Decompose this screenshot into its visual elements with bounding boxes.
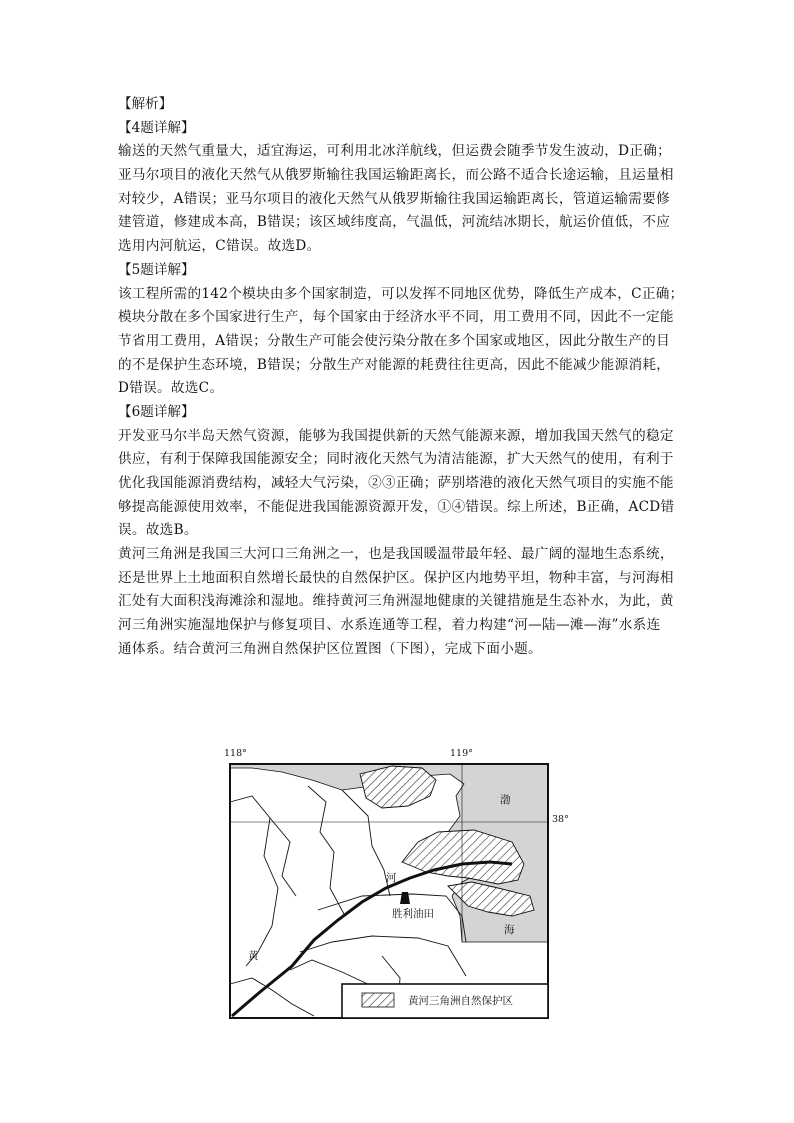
- q6-line: 优化我国能源消费结构，减轻大气污染，②③正确；萨别塔港的液化天然气项目的实施不能: [118, 475, 674, 491]
- legend-swatch: [362, 993, 394, 1007]
- q6-line: 开发亚马尔半岛天然气资源，能够为我国提供新的天然气能源来源，增加我国天然气的稳定: [118, 427, 674, 444]
- boundary-line: [230, 796, 278, 966]
- intro-line: 黄河三角洲是我国三大河口三角洲之一，也是我国暖温带最年轻、最广阔的湿地生态系统，: [118, 546, 674, 563]
- intro-line: 河三角洲实施湿地保护与修复项目、水系连通等工程，着力构建“河—陆—滩—海”水系连: [118, 617, 661, 634]
- oilfield-label: 胜利油田: [392, 908, 434, 920]
- sea-label-hai: 海: [504, 924, 515, 936]
- q6-line: 够提高能源使用效率，不能促进我国能源资源开发，①④错误。综上所述，B正确，ACD错: [118, 498, 675, 515]
- river-label-huang: 黄: [248, 950, 259, 962]
- q6-line: 供应，有利于保障我国能源安全；同时液化天然气为清洁能源，扩大天然气的使用，有利于: [118, 451, 674, 468]
- boundary-line: [270, 818, 296, 896]
- q5-line: 节省用工费用，A错误；分散生产可能会使污染分散在多个国家或地区，因此分散生产的目: [118, 332, 670, 349]
- analysis-header: 【解析】: [118, 96, 173, 112]
- intro-line: 汇处有大面积浅海滩涂和湿地。维持黄河三角洲湿地健康的关键措施是生态补水，为此，黄: [118, 593, 674, 610]
- map-drawing: [222, 746, 562, 1026]
- q4-line: 亚马尔项目的液化天然气从俄罗斯输往我国运输距离长，而公路不适合长途运输，且运量相: [118, 167, 674, 184]
- document-body: [118, 93, 684, 662]
- q5-line: 模块分散在多个国家进行生产，每个国家由于经济水平不同，用工费用不同，因此不一定能: [118, 309, 674, 326]
- latitude-label: 38°: [552, 814, 569, 825]
- intro-line: 通体系。结合黄河三角洲自然保护区位置图（下图），完成下面小题。: [118, 640, 542, 657]
- q4-line: 建管道，修建成本高，B错误；该区域纬度高，气温低，河流结冰期长，航运价值低，不应: [118, 214, 671, 231]
- q4-title: 【4题详解】: [118, 119, 195, 136]
- river-label-he: 河: [386, 872, 397, 884]
- q6-line: 误。故选B。: [118, 522, 198, 539]
- q6-title: 【6题详解】: [118, 403, 195, 420]
- q5-line: D错误。故选C。: [118, 380, 224, 397]
- q5-title: 【5题详解】: [118, 261, 195, 278]
- legend-label: 黄河三角洲自然保护区: [408, 995, 513, 1007]
- sea-label-bo: 渤: [500, 794, 511, 806]
- longitude-label-left: 118°: [224, 748, 247, 759]
- q4-line: 选用内河航运，C错误。故选D。: [118, 238, 321, 255]
- q5-line: 的不是保护生态环境，B错误；分散生产对能源的耗费往往更高，因此不能减少能源消耗，: [118, 356, 671, 373]
- boundary-line: [308, 786, 344, 914]
- longitude-label-right: 119°: [450, 748, 473, 759]
- q5-line: 该工程所需的142个模块由多个国家制造，可以发挥不同地区优势，降低生产成本，C正确；: [118, 285, 684, 302]
- q4-line: 输送的天然气重量大，适宜海运，可利用北冰洋航线，但运费会随季节发生波动，D正确；: [118, 143, 672, 160]
- q4-line: 对较少，A错误；亚马尔项目的液化天然气从俄罗斯输往我国运输距离长，管道运输需要修: [118, 190, 670, 207]
- reserve-area-north: [360, 766, 436, 808]
- delta-location-map: [222, 746, 569, 1026]
- intro-line: 还是世界上土地面积自然增长最快的自然保护区。保护区内地势平坦，物种丰富，与河海相: [118, 569, 674, 586]
- boundary-line: [300, 936, 466, 976]
